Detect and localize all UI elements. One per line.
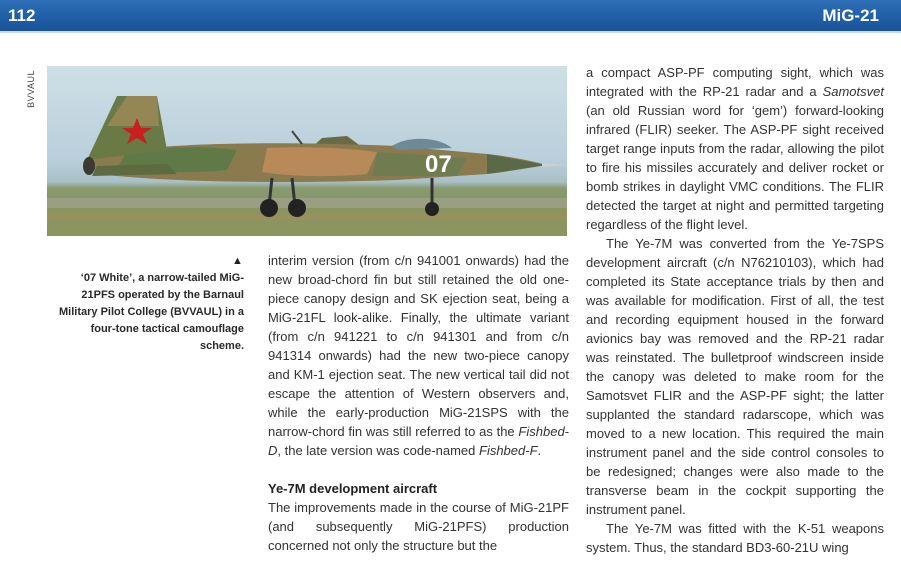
header-bar bbox=[0, 0, 901, 33]
section-heading: Ye-7M development aircraft bbox=[268, 481, 438, 496]
caption-arrow-icon: ▲ bbox=[232, 255, 243, 267]
aircraft-illustration bbox=[47, 66, 567, 236]
body-paragraph: The improvements made in the course of MiG-21PF (and subsequently MiG-21PFS) production concerned not only the structure but the bbox=[268, 500, 569, 553]
aircraft-photo bbox=[47, 66, 567, 236]
photo-credit: BVVAUL bbox=[26, 70, 36, 108]
text-column-right bbox=[586, 63, 884, 557]
tail-code: 07 bbox=[425, 151, 452, 178]
body-paragraph: a compact ASP-PF computing sight, which was integrated with the RP-21 radar and a Samotsvet (an old Russian word for ‘gem’) forward-looking infrared (FLIR) seeker. The ASP-PF sight received target range inputs from the radar, allowing the pilot to fire his missiles accurately and deliver rocket or bomb strikes in daylight VMC conditions. The FLIR detected the target at night and permitted targeting regardless of the flight level. bbox=[586, 65, 884, 232]
running-title: MiG-21 bbox=[822, 6, 879, 25]
body-paragraph: interim version (from c/n 941001 onwards) had the new broad-chord fin but still retained the old one-piece canopy design and SK ejection seat, being a MiG-21FL look-alike. Finally, the ultimate variant (from c/n 941221 to c/n 941301 and from c/n 941314 onwards) had the new two-piece canopy and KM-1 ejection seat. The new vertical tail did not escape the attention of Western observers and, while the early-production MiG-21SPS with the narrow-chord fin was still referred to as the Fishbed-D, the late version was code-named Fishbed-F. bbox=[268, 253, 569, 458]
body-paragraph: The Ye-7M was converted from the Ye-7SPS development aircraft (c/n N76210103), which had completed its State acceptance trials by then and was available for modification. First of all, the test and recording equipment housed in the forward avionics bay was removed and the RP-21 radar was reinstated. The bulletproof windscreen inside the canopy was deleted to make room for the Samotsvet FLIR and the ASP-PF sight; the latter supplanted the standard radarscope, which was moved to a new location. This required the main instrument panel and the side control consoles to be redesigned; changes were also made to the transverse beam in the cockpit supporting the instrument panel. bbox=[586, 236, 884, 517]
page-number: 112 bbox=[8, 6, 36, 25]
photo-caption: ‘07 White’, a narrow-tailed MiG-21PFS operated by the Barnaul Military Pilot College (BVVAUL) in a four-tone tactical camouflage scheme. bbox=[59, 272, 244, 352]
text-column-middle bbox=[268, 251, 569, 555]
body-paragraph: The Ye-7M was fitted with the K-51 weapons system. Thus, the standard BD3-60-21U wing bbox=[586, 521, 884, 555]
